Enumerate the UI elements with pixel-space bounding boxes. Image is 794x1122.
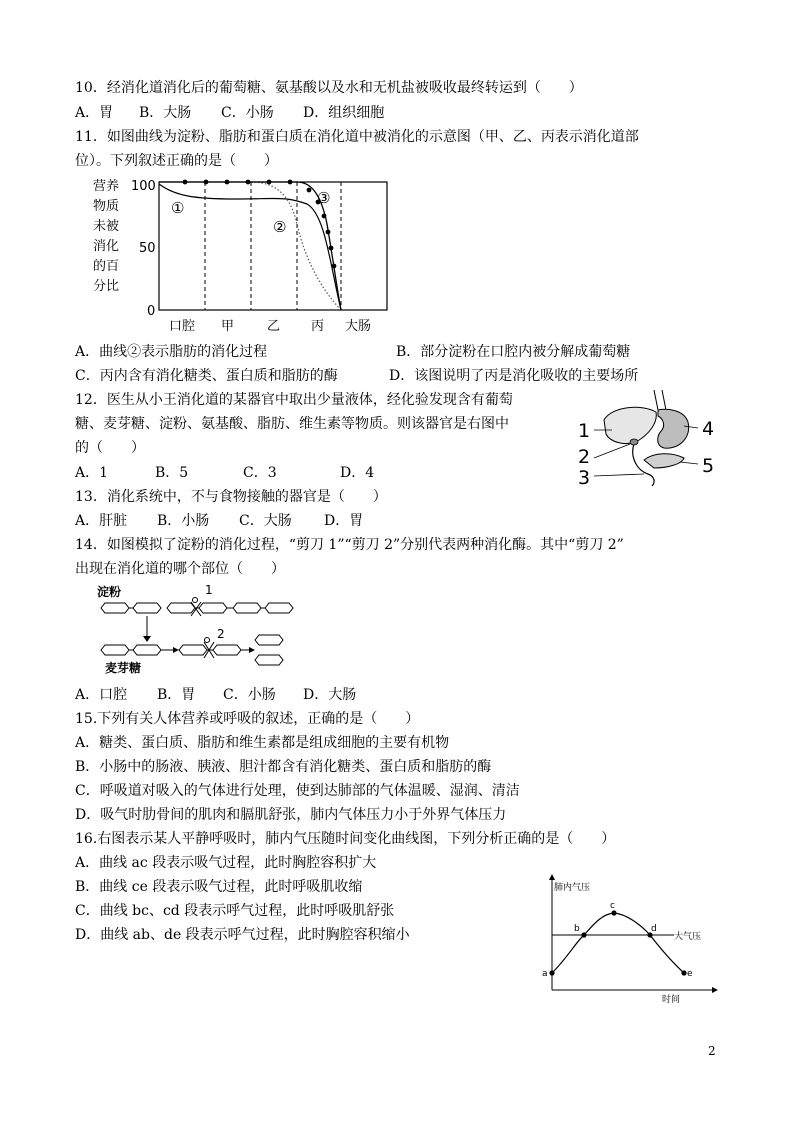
q11-curve-3-markers xyxy=(183,180,337,269)
q11-curve-1 xyxy=(159,184,341,310)
q11-marker xyxy=(326,230,331,235)
q11-marker xyxy=(329,246,334,251)
q11-marker xyxy=(288,180,293,185)
q16-atm-label: 大气压 xyxy=(674,932,702,942)
q16-point-label-e: e xyxy=(687,969,693,979)
q11-ylabel-1: 营养 xyxy=(93,179,120,194)
q14-option-c: C．小肠 xyxy=(223,687,276,703)
q14-scissors-1-label: 1 xyxy=(205,583,213,597)
q10-stem: 10．经消化道消化后的葡萄糖、氨基酸以及水和无机盐被吸收最终转运到（ ） xyxy=(75,80,583,96)
q11-curve-label-3: ③ xyxy=(317,189,331,207)
page-number: 2 xyxy=(708,1044,716,1058)
q14-starch-digestion-figure xyxy=(95,582,305,678)
q14-scissors-2-handle xyxy=(205,638,210,643)
q10-option-d: D．组织细胞 xyxy=(303,105,385,121)
q16-point-label-d: d xyxy=(651,924,657,934)
q14-maltose-unit xyxy=(179,645,207,655)
q13-option-a: A．肝脏 xyxy=(75,513,128,529)
q11-ytick-50: 50 xyxy=(139,241,156,256)
q11-digestion-chart xyxy=(85,174,415,336)
q16-option-c: C．曲线 bc、cd 段表示呼气过程，此时呼吸肌舒张 xyxy=(75,903,395,919)
q11-option-c: C．丙内含有消化糖类、蛋白质和脂肪的酶 xyxy=(75,368,338,384)
q14-label-starch: 淀粉 xyxy=(97,585,122,599)
q12-gallbladder-shape xyxy=(630,439,638,445)
q11-ytick-100: 100 xyxy=(131,179,156,194)
q16-ylabel: 肺内气压 xyxy=(554,883,591,893)
q11-ytick-0: 0 xyxy=(147,304,156,319)
q13-options xyxy=(75,512,363,530)
q14-glucose-product xyxy=(255,655,283,665)
q12-options xyxy=(75,464,374,482)
q13-option-b: B．小肠 xyxy=(157,513,210,529)
q12-esophagus-shape xyxy=(654,390,666,410)
q12-option-a: A．1 xyxy=(75,465,109,481)
q14-glucose-unit xyxy=(233,603,261,613)
q11-marker xyxy=(246,180,251,185)
q12-stem-line3: 的（ ） xyxy=(75,440,145,456)
q12-option-d: D．4 xyxy=(340,465,375,481)
q14-glucose-unit xyxy=(101,603,129,613)
q14-glucose-unit xyxy=(199,603,227,613)
q11-region-bing: 丙 xyxy=(311,319,325,334)
q12-leader-line xyxy=(594,474,644,476)
q11-curve-3 xyxy=(159,182,341,310)
q11-marker xyxy=(332,264,337,269)
q12-stem-line1: 12．医生从小王消化道的某器官中取出少量液体，经化验发现含有葡萄 xyxy=(75,392,513,408)
q16-stem: 16.右图表示某人平静呼吸时，肺内气压随时间变化曲线图，下列分析正确的是（ ） xyxy=(75,831,616,847)
q14-arrowhead xyxy=(173,647,179,653)
q13-stem: 13．消化系统中，不与食物接触的器官是（ ） xyxy=(75,489,387,505)
q16-point-label-c: c xyxy=(610,901,615,911)
q11-stem-line2: 位）。下列叙述正确的是（ ） xyxy=(75,153,278,169)
q15-option-c: C．呼吸道对吸入的气体进行处理，使到达肺部的气体温暖、湿润、清洁 xyxy=(75,783,520,799)
q11-ylabel-5: 的百 xyxy=(93,259,120,274)
q11-region-yi: 乙 xyxy=(267,319,281,334)
q11-option-b: B．部分淀粉在口腔内被分解成葡萄糖 xyxy=(396,344,631,360)
q11-curve-label-2: ② xyxy=(273,218,287,236)
q16-lung-pressure-chart xyxy=(538,872,728,1004)
q11-curve-label-1: ① xyxy=(171,199,185,217)
q12-label-1: 1 xyxy=(578,420,591,442)
q16-point-c xyxy=(611,910,616,915)
q13-option-c: C．大肠 xyxy=(239,513,292,529)
q16-point-a xyxy=(549,970,554,975)
q12-stem-line2: 糖、麦芽糖、淀粉、氨基酸、脂肪、维生素等物质。则该器官是右图中 xyxy=(75,416,509,432)
q14-glucose-unit xyxy=(167,603,195,613)
q11-ylabel-4: 消化 xyxy=(93,239,120,254)
q14-scissors-1-handle xyxy=(193,598,198,603)
q14-option-d: D．大肠 xyxy=(303,687,357,703)
q16-point-b xyxy=(581,932,586,937)
q10-option-a: A．胃 xyxy=(75,105,114,121)
q11-ylabel-2: 物质 xyxy=(93,199,120,214)
q11-region-large-intestine: 大肠 xyxy=(345,319,372,334)
q12-leader-line xyxy=(594,444,630,458)
q11-marker xyxy=(225,180,230,185)
q12-label-4: 4 xyxy=(702,418,715,440)
q11-marker xyxy=(307,188,312,193)
q15-option-a: A．糖类、蛋白质、脂肪和维生素都是组成细胞的主要有机物 xyxy=(75,735,450,751)
q16-pressure-curve xyxy=(552,913,684,973)
q11-marker xyxy=(183,180,188,185)
q14-maltose-unit xyxy=(133,645,161,655)
q11-marker xyxy=(267,180,272,185)
q14-option-a: A．口腔 xyxy=(75,687,128,703)
q12-label-3: 3 xyxy=(578,467,591,488)
q11-option-d: D．该图说明了丙是消化吸收的主要场所 xyxy=(389,368,639,384)
q14-label-maltose: 麦芽糖 xyxy=(105,661,142,675)
q11-region-jia: 甲 xyxy=(221,319,235,334)
q16-option-b: B．曲线 ce 段表示吸气过程，此时呼吸肌收缩 xyxy=(75,879,363,895)
q12-pancreas-shape xyxy=(644,454,684,468)
q13-option-d: D．胃 xyxy=(324,513,364,529)
q16-y-axis-arrow xyxy=(549,874,555,880)
q16-point-e xyxy=(681,970,686,975)
q12-label-5: 5 xyxy=(702,455,715,477)
q16-option-a: A．曲线 ac 段表示吸气过程，此时胸腔容积扩大 xyxy=(75,855,377,871)
q10-option-c: C．小肠 xyxy=(221,105,274,121)
q11-ylabel-3: 未被 xyxy=(93,219,120,234)
q16-x-axis-arrow xyxy=(712,987,718,993)
q14-option-b: B．胃 xyxy=(157,687,196,703)
q11-plot-frame xyxy=(159,182,387,310)
q11-marker xyxy=(204,180,209,185)
q10-options xyxy=(75,104,384,122)
q14-options xyxy=(75,686,356,704)
q14-arrowhead xyxy=(143,636,151,642)
q14-stem-line1: 14．如图模拟了淀粉的消化过程，“剪刀 1”“剪刀 2”分别代表两种消化酶。其中“剪刀 2” xyxy=(75,537,624,553)
q12-option-b: B．5 xyxy=(155,465,189,481)
q14-glucose-unit xyxy=(133,603,161,613)
q12-stomach-shape xyxy=(658,409,689,448)
q14-stem-line2: 出现在消化道的哪个部位（ ） xyxy=(75,561,285,577)
q11-region-mouth: 口腔 xyxy=(169,319,196,334)
q14-glucose-unit xyxy=(265,603,293,613)
q16-xlabel: 时间 xyxy=(662,995,681,1004)
q10-option-b: B．大肠 xyxy=(139,105,192,121)
q16-point-label-b: b xyxy=(574,924,580,934)
q16-option-d: D．曲线 ab、de 段表示呼气过程，此时胸腔容积缩小 xyxy=(75,927,410,943)
q12-digestive-organs-figure xyxy=(572,390,722,488)
q15-option-d: D．吸气时肋骨间的肌肉和膈肌舒张，肺内气体压力小于外界气体压力 xyxy=(75,807,507,823)
q11-stem-line1: 11．如图曲线为淀粉、脂肪和蛋白质在消化道中被消化的示意图（甲、乙、丙表示消化道部 xyxy=(75,129,639,145)
q14-maltose-unit xyxy=(213,645,241,655)
q12-leader-line xyxy=(680,462,698,464)
q12-label-2: 2 xyxy=(578,446,591,468)
q14-scissors-2-label: 2 xyxy=(217,627,225,641)
q11-option-a: A．曲线②表示脂肪的消化过程 xyxy=(75,344,268,360)
q12-option-c: C．3 xyxy=(243,465,277,481)
q14-arrowhead xyxy=(249,647,255,653)
q15-stem: 15.下列有关人体营养或呼吸的叙述，正确的是（ ） xyxy=(75,711,420,727)
q14-maltose-unit xyxy=(101,645,129,655)
q15-option-b: B．小肠中的肠液、胰液、胆汁都含有消化糖类、蛋白质和脂肪的酶 xyxy=(75,759,492,775)
q11-ylabel-6: 分比 xyxy=(93,279,120,294)
q16-point-label-a: a xyxy=(542,969,548,979)
q14-glucose-product xyxy=(255,635,283,645)
q12-liver-shape xyxy=(604,407,656,443)
q11-marker xyxy=(322,214,327,219)
